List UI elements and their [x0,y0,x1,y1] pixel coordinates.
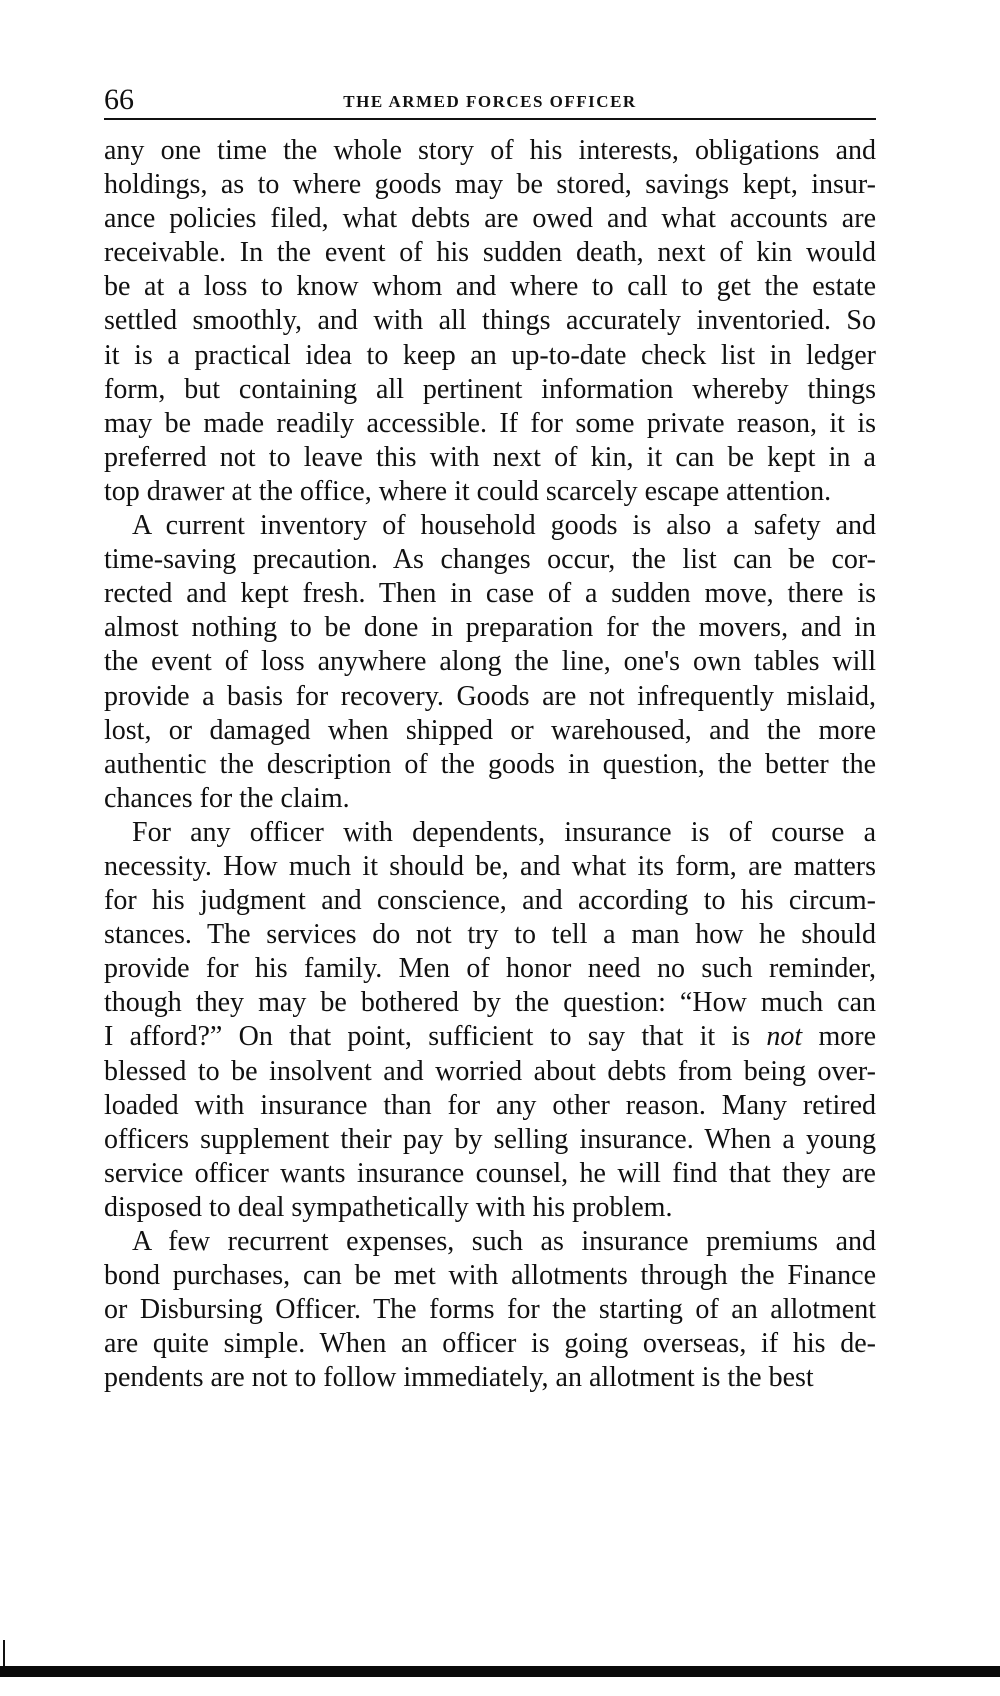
running-title: THE ARMED FORCES OFFICER [343,92,637,111]
text-line: necessity. How much it should be, and what its form, are matters [104,850,876,882]
text-line: holdings, as to where goods may be stored, savings kept, insur- [104,169,876,201]
text-line: receivable. In the event of his sudden death, next of kin would [104,237,876,269]
text-line: A few recurrent expenses, such as insurance premiums and [132,1226,876,1257]
text-line: lost, or damaged when shipped or warehoused, and the more [104,714,876,746]
text-line: though they may be bothered by the question: “How much can [104,987,876,1019]
text-line: I afford?” On that point, sufficient to say that it is not more [104,1021,876,1053]
page-number: 66 [104,83,134,116]
text-line: preferred not to leave this with next of kin, it can be kept in a [104,441,876,473]
text-line: blessed to be insolvent and worried about debts from being over- [104,1055,876,1087]
text-line: stances. The services do not try to tell a man how he should [104,919,876,951]
header-rule [104,118,876,120]
text-line: authentic the description of the goods in question, the better the [104,748,876,780]
page-header [104,84,876,116]
text-line: form, but containing all pertinent information whereby things [104,373,876,405]
scan-bottom-edge [0,1666,1000,1677]
paragraph [104,509,876,816]
text-line: service officer wants insurance counsel, he will find that they are [104,1157,876,1189]
text-line: almost nothing to be done in preparation for the movers, and in [104,612,876,644]
text-line: or Disbursing Officer. The forms for the starting of an allotment [104,1294,876,1326]
text-line: for his judgment and conscience, and according to his circum- [104,885,876,917]
text-line: disposed to deal sympathetically with his problem. [104,1191,673,1223]
text-line: it is a practical idea to keep an up-to-date check list in ledger [104,339,876,371]
text-line: time-saving precaution. As changes occur, the list can be cor- [104,544,876,576]
text-line: chances for the claim. [104,782,350,814]
scan-edge-mark [3,1640,5,1668]
text-line: bond purchases, can be met with allotments through the Finance [104,1260,876,1292]
text-line: may be made readily accessible. If for some private reason, it is [104,407,876,439]
text-line: For any officer with dependents, insurance is of course a [132,816,876,848]
text-line: be at a loss to know whom and where to call to get the estate [104,271,876,303]
text-line: settled smoothly, and with all things accurately inventoried. So [104,305,876,337]
text-line: loaded with insurance than for any other reason. Many retired [104,1089,876,1121]
body-text [104,134,876,1395]
text-line: pendents are not to follow immediately, an allotment is the best [104,1362,814,1394]
emphasized-word: not [766,1021,803,1053]
text-line: officers supplement their pay by selling insurance. When a young [104,1123,876,1155]
text-line: the event of loss anywhere along the line, one's own tables will [104,646,876,678]
text-line: ance policies filed, what debts are owed and what accounts are [104,203,876,235]
paragraph [104,1225,876,1395]
text-line: provide for his family. Men of honor need no such reminder, [104,953,876,985]
text-line: A current inventory of household goods is also a safety and [132,510,876,542]
text-line: rected and kept fresh. Then in case of a sudden move, there is [104,578,876,610]
text-line: top drawer at the office, where it could scarcely escape attention. [104,475,832,507]
paragraph [104,134,876,509]
text-line: any one time the whole story of his interests, obligations and [104,135,876,166]
text-line: provide a basis for recovery. Goods are not infrequently mislaid, [104,680,876,712]
text-line: are quite simple. When an officer is going overseas, if his de- [104,1328,876,1360]
paragraph [104,816,876,1225]
